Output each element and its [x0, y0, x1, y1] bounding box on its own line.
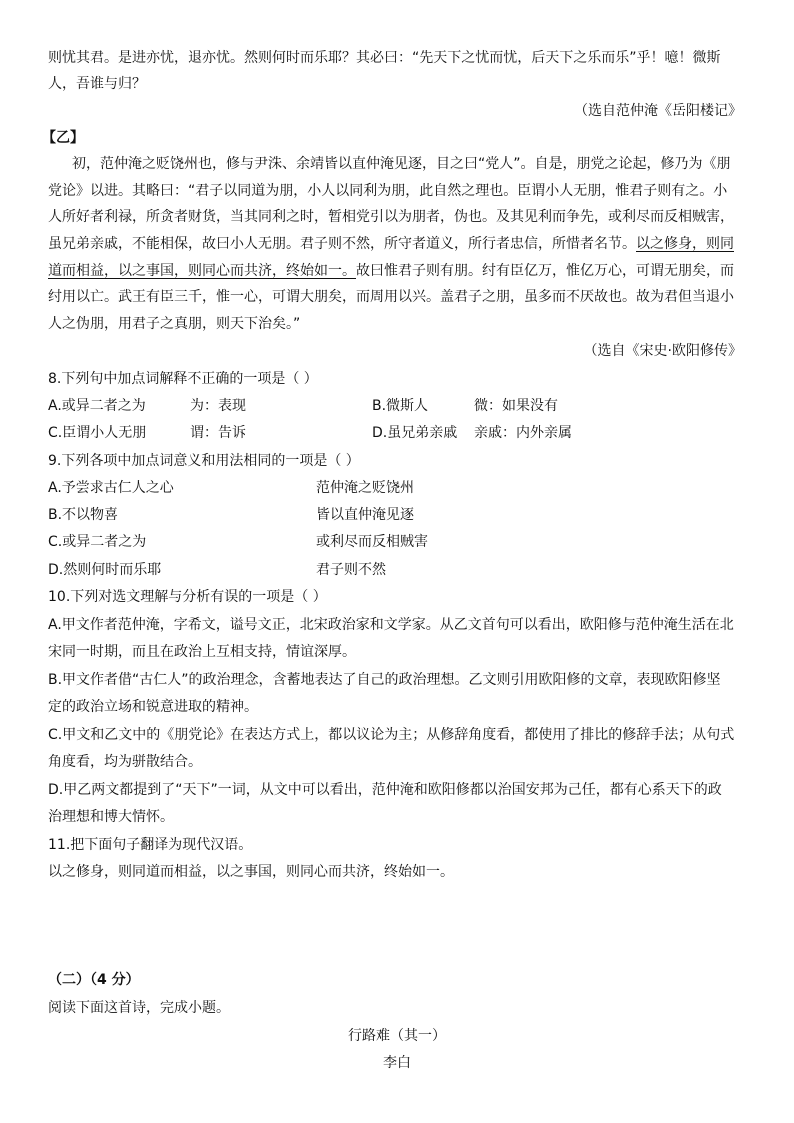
- q8-stem: 8.下列句中加点词解释不正确的一项是（ ）: [48, 371, 318, 387]
- q9-stem: 9.下列各项中加点词意义和用法相同的一项是（ ）: [48, 453, 360, 469]
- poem-title: 行路难（其一）: [348, 1028, 446, 1044]
- q10-option-c-line-2: 角度看，均为骈散结合。: [48, 754, 202, 770]
- q10-option-a-line-2: 宋同一时期，而且在政治上互相支持，情谊深厚。: [48, 644, 356, 660]
- passage-yi-line-7: 人之伪朋，用君子之真朋，则天下治矣。”: [48, 316, 301, 332]
- q9-option-d-right: 君子则不然: [316, 562, 386, 578]
- q8-option-d: D.虽兄弟亲戚: [372, 425, 458, 441]
- passage-yi-line-3: 人所好者利禄，所贪者财货，当其同利之时，暂相党引以为朋者，伪也。及其见利而争先，或利尽而反相贼害，: [48, 209, 734, 225]
- q10-option-a-line-1: A.甲文作者范仲淹，字希文，谥号文正，北宋政治家和文学家。从乙文首句可以看出，欧阳修与范仲淹生活在北: [48, 617, 734, 633]
- passage-yi-line-5-plain: 故曰惟君子则有朋。纣有臣亿万，惟亿万心，可谓无朋矣，而: [356, 263, 734, 279]
- passage-yi-line-4: [48, 234, 734, 254]
- q9-option-b-right: 皆以直仲淹见逐: [316, 507, 414, 523]
- q8-option-c: C.臣谓小人无朋: [48, 425, 147, 441]
- section-2-heading: （二）（4 分）: [48, 972, 140, 988]
- passage-jia-line-2: 人，吾谁与归？: [48, 76, 146, 92]
- q8-option-a: A.或异二者之为: [48, 398, 146, 414]
- passage-jia-line-1: 则忧其君。是进亦忧，退亦忧。然则何时而乐耶？其必曰：“先天下之忧而忧，后天下之乐而乐”乎！噫！微斯: [48, 50, 721, 66]
- q8-option-a-note: 为：表现: [190, 398, 246, 414]
- q10-option-b-line-1: B.甲文作者借“古仁人”的政治理念，含蓄地表达了自己的政治理想。乙文则引用欧阳修的文章，表现欧阳修坚: [48, 672, 721, 688]
- passage-yi-line-5: [48, 261, 734, 281]
- passage-yi-source: （选自《宋史·欧阳修传》: [583, 343, 742, 359]
- passage-yi-line-4-plain: 虽兄弟亲戚，不能相保，故曰小人无朋。君子则不然，所守者道义，所行者忠信，所惜者名节。: [48, 236, 636, 252]
- q8-option-b: B.微斯人: [372, 398, 429, 414]
- q11-stem: 11.把下面句子翻译为现代汉语。: [48, 837, 253, 853]
- q10-stem: 10.下列对选文理解与分析有误的一项是（ ）: [48, 589, 327, 605]
- underlined-sentence-part-1: 以之修身，则同: [636, 236, 734, 252]
- q10-option-c-line-1: C.甲文和乙文中的《朋党论》在表达方式上，都以议论为主；从修辞角度看，都使用了排比的修辞手法；从句式: [48, 727, 735, 743]
- passage-yi-line-1: 初，范仲淹之贬饶州也，修与尹洙、余靖皆以直仲淹见逐，目之曰“党人”。自是，朋党之论起，修乃为《朋: [72, 156, 731, 172]
- underlined-sentence-part-2: 道而相益，以之事国，则同心而共济，终始如一。: [48, 263, 356, 279]
- passage-yi-line-6: 纣用以亡。武王有臣三千，惟一心，可谓大朋矣，而周用以兴。盖君子之朋，虽多而不厌故也。故为君但当退小: [48, 289, 734, 305]
- q9-option-c-right: 或利尽而反相贼害: [316, 534, 428, 550]
- q8-option-b-note: 微：如果没有: [474, 398, 558, 414]
- q9-option-a-right: 范仲淹之贬饶州: [316, 480, 414, 496]
- q10-option-b-line-2: 定的政治立场和锐意进取的精神。: [48, 699, 258, 715]
- q9-option-c-left: C.或异二者之为: [48, 534, 147, 550]
- q11-sentence: 以之修身，则同道而相益，以之事国，则同心而共济，终始如一。: [48, 864, 454, 880]
- poem-author: 李白: [383, 1055, 411, 1071]
- q9-option-b-left: B.不以物喜: [48, 507, 119, 523]
- q10-option-d-line-2: 治理想和博大情怀。: [48, 809, 174, 825]
- passage-yi-line-2: 党论》以进。其略曰：“君子以同道为朋，小人以同利为朋，此自然之理也。臣谓小人无朋，惟君子则有之。小: [48, 183, 728, 199]
- passage-yi-heading: 【乙】: [42, 130, 84, 146]
- q10-option-d-line-1: D.甲乙两文都提到了“天下”一词，从文中可以看出，范仲淹和欧阳修都以治国安邦为己任，都有心系天下的政: [48, 782, 722, 798]
- q9-option-d-left: D.然则何时而乐耶: [48, 562, 162, 578]
- q8-option-d-note: 亲戚：内外亲属: [474, 425, 572, 441]
- section-2-instruction: 阅读下面这首诗，完成小题。: [48, 1000, 230, 1016]
- q9-option-a-left: A.予尝求古仁人之心: [48, 480, 174, 496]
- q8-option-c-note: 谓：告诉: [190, 425, 246, 441]
- passage-jia-source: （选自范仲淹《岳阳楼记》: [574, 103, 742, 119]
